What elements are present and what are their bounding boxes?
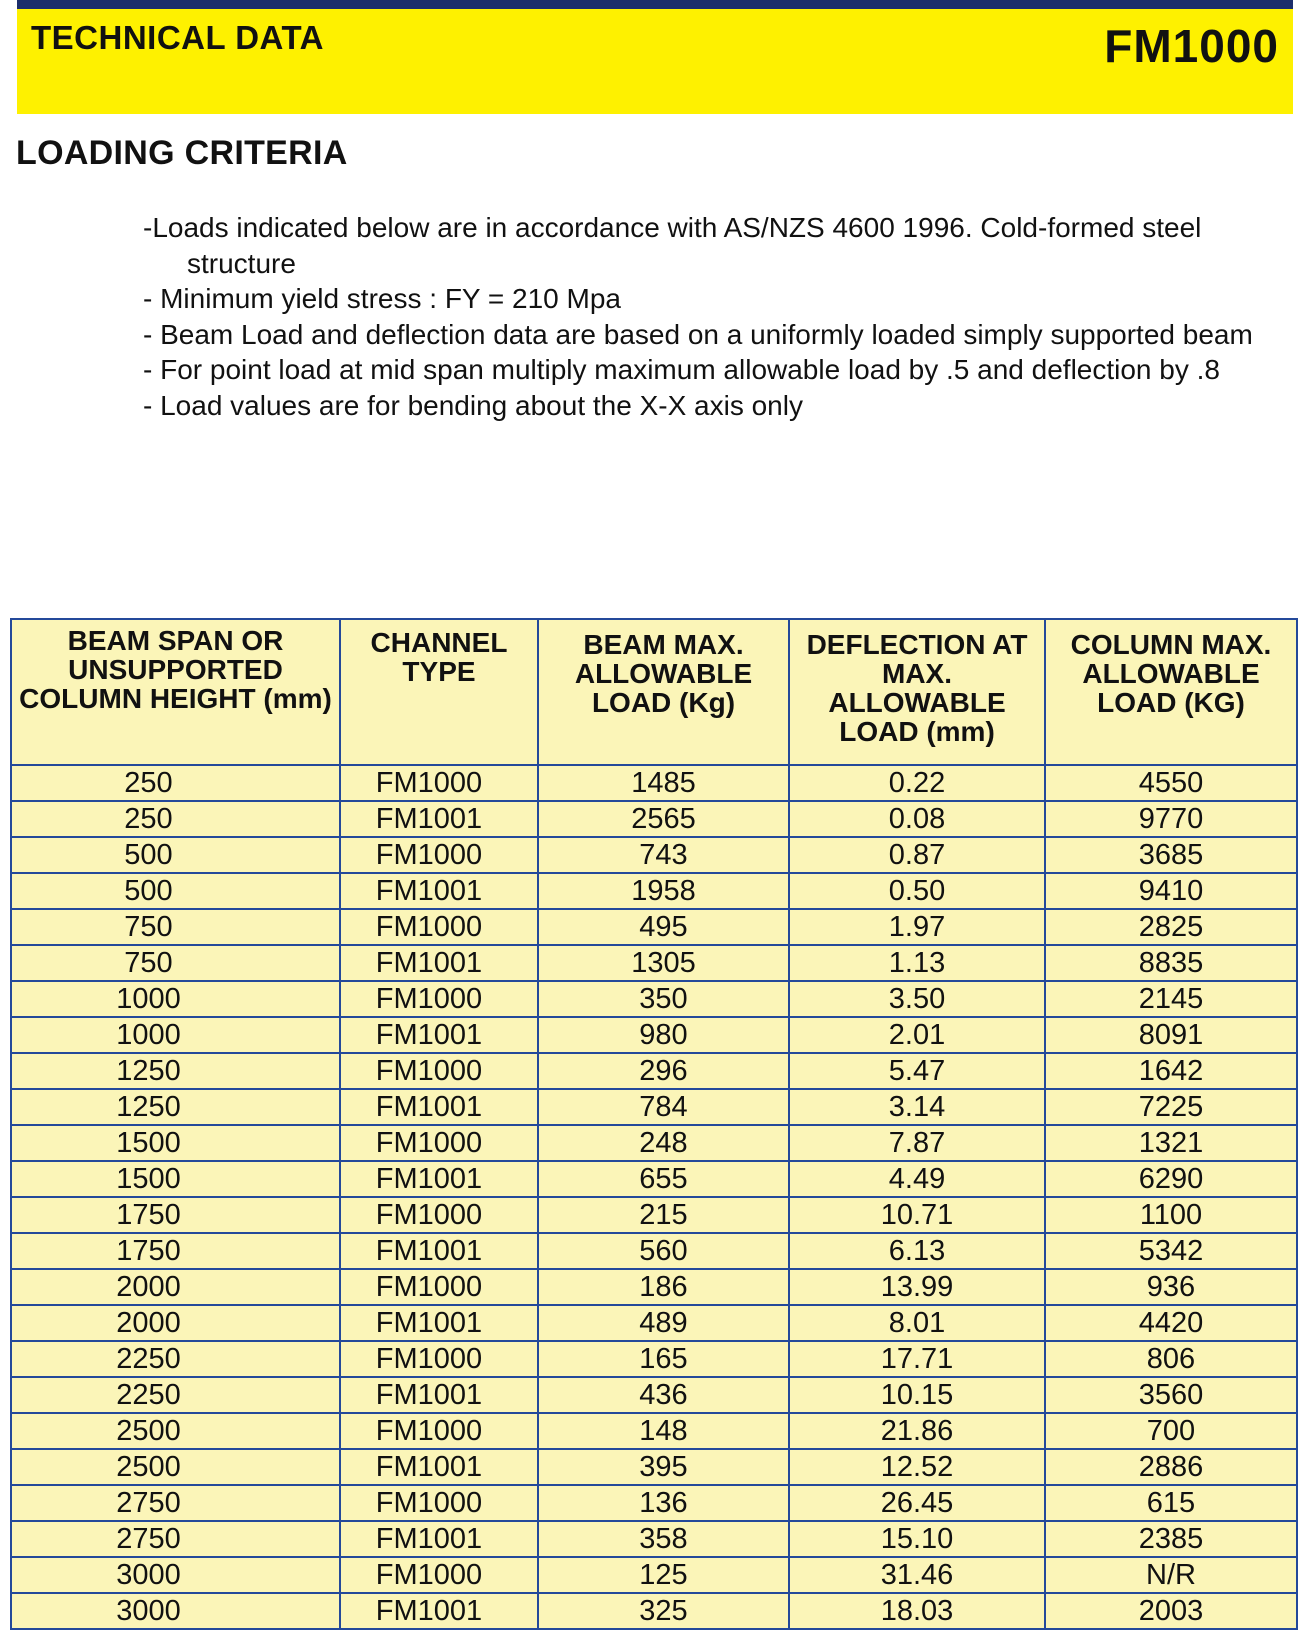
cell-deflection: 12.52: [789, 1449, 1045, 1485]
table-row: [12, 1557, 1296, 1593]
criteria-item: - Load values are for bending about the X-X axis only: [143, 389, 803, 421]
criteria-item: -Loads indicated below are in accordance with AS/NZS 4600 1996. Cold-formed steel structure: [143, 212, 1202, 279]
page-title: TECHNICAL DATA: [31, 19, 324, 56]
cell-span: 2000: [12, 1269, 340, 1305]
cell-deflection: 0.08: [789, 801, 1045, 837]
table-row: [12, 801, 1296, 837]
table-row: [12, 981, 1296, 1017]
cell-span: 250: [12, 765, 340, 801]
table-row: [12, 873, 1296, 909]
cell-span: 2500: [12, 1449, 340, 1485]
cell-column-load: 1642: [1045, 1053, 1296, 1089]
table-row: [12, 945, 1296, 981]
header-column-max-load: COLUMN MAX. ALLOWABLE LOAD (KG): [1045, 620, 1296, 765]
cell-beam-load: 495: [538, 909, 789, 945]
cell-beam-load: 743: [538, 837, 789, 873]
cell-channel-type: FM1001: [340, 1521, 538, 1557]
table-row: [12, 1413, 1296, 1449]
table-row: [12, 1593, 1296, 1628]
model-number: FM1000: [1104, 20, 1279, 72]
cell-beam-load: 560: [538, 1233, 789, 1269]
cell-span: 1500: [12, 1161, 340, 1197]
cell-column-load: 3560: [1045, 1377, 1296, 1413]
cell-beam-load: 325: [538, 1593, 789, 1628]
cell-beam-load: 136: [538, 1485, 789, 1521]
cell-beam-load: 436: [538, 1377, 789, 1413]
cell-channel-type: FM1000: [340, 981, 538, 1017]
table-row: [12, 909, 1296, 945]
criteria-item: - For point load at mid span multiply maximum allowable load by .5 and deflection by .8: [143, 354, 1220, 385]
cell-span: 1750: [12, 1233, 340, 1269]
cell-beam-load: 358: [538, 1521, 789, 1557]
cell-column-load: 2825: [1045, 909, 1296, 945]
cell-deflection: 7.87: [789, 1125, 1045, 1161]
cell-beam-load: 148: [538, 1413, 789, 1449]
cell-channel-type: FM1001: [340, 873, 538, 909]
cell-channel-type: FM1000: [340, 837, 538, 873]
cell-beam-load: 784: [538, 1089, 789, 1125]
criteria-item: - Minimum yield stress : FY = 210 Mpa: [143, 283, 621, 314]
header-channel-type: CHANNEL TYPE: [340, 620, 538, 765]
cell-column-load: 8835: [1045, 945, 1296, 981]
header-beam-max-load: BEAM MAX. ALLOWABLE LOAD (Kg): [538, 620, 789, 765]
cell-channel-type: FM1001: [340, 1017, 538, 1053]
cell-channel-type: FM1001: [340, 1305, 538, 1341]
cell-deflection: 0.22: [789, 765, 1045, 801]
cell-column-load: 1100: [1045, 1197, 1296, 1233]
cell-column-load: 2385: [1045, 1521, 1296, 1557]
cell-column-load: 700: [1045, 1413, 1296, 1449]
load-table: [12, 620, 1296, 1628]
section-heading: LOADING CRITERIA: [16, 134, 348, 172]
cell-span: 2250: [12, 1341, 340, 1377]
cell-column-load: N/R: [1045, 1557, 1296, 1593]
cell-column-load: 8091: [1045, 1017, 1296, 1053]
cell-channel-type: FM1001: [340, 801, 538, 837]
cell-channel-type: FM1001: [340, 1377, 538, 1413]
cell-column-load: 806: [1045, 1341, 1296, 1377]
cell-deflection: 10.15: [789, 1377, 1045, 1413]
cell-deflection: 31.46: [789, 1557, 1045, 1593]
cell-column-load: 9410: [1045, 873, 1296, 909]
table-header-row: [12, 620, 1296, 765]
cell-channel-type: FM1000: [340, 1485, 538, 1521]
cell-channel-type: FM1001: [340, 1233, 538, 1269]
header-beam-span: BEAM SPAN OR UNSUPPORTED COLUMN HEIGHT (mm): [12, 620, 340, 765]
cell-channel-type: FM1000: [340, 1413, 538, 1449]
cell-column-load: 6290: [1045, 1161, 1296, 1197]
table-row: [12, 1341, 1296, 1377]
cell-span: 1000: [12, 1017, 340, 1053]
cell-span: 1250: [12, 1089, 340, 1125]
table-row: [12, 1233, 1296, 1269]
cell-beam-load: 296: [538, 1053, 789, 1089]
table-row: [12, 1017, 1296, 1053]
cell-deflection: 4.49: [789, 1161, 1045, 1197]
cell-beam-load: 215: [538, 1197, 789, 1233]
cell-channel-type: FM1001: [340, 945, 538, 981]
cell-span: 500: [12, 837, 340, 873]
table-row: [12, 1053, 1296, 1089]
cell-span: 2000: [12, 1305, 340, 1341]
cell-column-load: 5342: [1045, 1233, 1296, 1269]
cell-span: 750: [12, 945, 340, 981]
cell-channel-type: FM1000: [340, 1341, 538, 1377]
cell-column-load: 7225: [1045, 1089, 1296, 1125]
cell-deflection: 15.10: [789, 1521, 1045, 1557]
cell-column-load: 2145: [1045, 981, 1296, 1017]
cell-beam-load: 395: [538, 1449, 789, 1485]
cell-beam-load: 1958: [538, 873, 789, 909]
cell-beam-load: 248: [538, 1125, 789, 1161]
cell-span: 1000: [12, 981, 340, 1017]
cell-span: 500: [12, 873, 340, 909]
cell-beam-load: 1305: [538, 945, 789, 981]
table-row: [12, 1485, 1296, 1521]
cell-beam-load: 1485: [538, 765, 789, 801]
cell-channel-type: FM1000: [340, 1053, 538, 1089]
table-row: [12, 1521, 1296, 1557]
header-banner: [17, 9, 1293, 114]
cell-channel-type: FM1000: [340, 1125, 538, 1161]
cell-deflection: 1.97: [789, 909, 1045, 945]
cell-deflection: 3.50: [789, 981, 1045, 1017]
cell-deflection: 17.71: [789, 1341, 1045, 1377]
cell-span: 2750: [12, 1485, 340, 1521]
cell-channel-type: FM1000: [340, 1557, 538, 1593]
cell-deflection: 2.01: [789, 1017, 1045, 1053]
table-row: [12, 1125, 1296, 1161]
load-table-container: [10, 618, 1298, 1630]
cell-column-load: 615: [1045, 1485, 1296, 1521]
cell-beam-load: 2565: [538, 801, 789, 837]
cell-column-load: 936: [1045, 1269, 1296, 1305]
cell-deflection: 10.71: [789, 1197, 1045, 1233]
cell-column-load: 9770: [1045, 801, 1296, 837]
cell-column-load: 2886: [1045, 1449, 1296, 1485]
cell-channel-type: FM1000: [340, 1269, 538, 1305]
cell-deflection: 0.50: [789, 873, 1045, 909]
cell-deflection: 3.14: [789, 1089, 1045, 1125]
table-row: [12, 1449, 1296, 1485]
cell-span: 750: [12, 909, 340, 945]
cell-channel-type: FM1000: [340, 1197, 538, 1233]
header-deflection: DEFLECTION AT MAX. ALLOWABLE LOAD (mm): [789, 620, 1045, 765]
cell-beam-load: 489: [538, 1305, 789, 1341]
cell-column-load: 4550: [1045, 765, 1296, 801]
cell-beam-load: 165: [538, 1341, 789, 1377]
cell-column-load: 1321: [1045, 1125, 1296, 1161]
top-rule: [17, 0, 1293, 9]
cell-span: 250: [12, 801, 340, 837]
cell-span: 2500: [12, 1413, 340, 1449]
table-row: [12, 1197, 1296, 1233]
table-row: [12, 837, 1296, 873]
cell-span: 3000: [12, 1593, 340, 1628]
cell-span: 1250: [12, 1053, 340, 1089]
cell-column-load: 4420: [1045, 1305, 1296, 1341]
cell-channel-type: FM1001: [340, 1089, 538, 1125]
cell-span: 3000: [12, 1557, 340, 1593]
cell-deflection: 8.01: [789, 1305, 1045, 1341]
cell-deflection: 0.87: [789, 837, 1045, 873]
table-row: [12, 1269, 1296, 1305]
cell-span: 2250: [12, 1377, 340, 1413]
cell-beam-load: 350: [538, 981, 789, 1017]
criteria-list: [143, 210, 1283, 423]
cell-span: 1750: [12, 1197, 340, 1233]
cell-deflection: 26.45: [789, 1485, 1045, 1521]
cell-deflection: 18.03: [789, 1593, 1045, 1628]
cell-channel-type: FM1000: [340, 765, 538, 801]
cell-column-load: 3685: [1045, 837, 1296, 873]
cell-channel-type: FM1000: [340, 909, 538, 945]
table-row: [12, 1305, 1296, 1341]
cell-beam-load: 125: [538, 1557, 789, 1593]
cell-beam-load: 655: [538, 1161, 789, 1197]
criteria-item: - Beam Load and deflection data are based on a uniformly loaded simply supported beam: [143, 318, 1253, 350]
table-row: [12, 765, 1296, 801]
cell-span: 1500: [12, 1125, 340, 1161]
cell-deflection: 1.13: [789, 945, 1045, 981]
cell-channel-type: FM1001: [340, 1449, 538, 1485]
table-row: [12, 1089, 1296, 1125]
cell-channel-type: FM1001: [340, 1161, 538, 1197]
table-body: [12, 765, 1296, 1628]
cell-deflection: 5.47: [789, 1053, 1045, 1089]
cell-column-load: 2003: [1045, 1593, 1296, 1628]
table-row: [12, 1161, 1296, 1197]
table-row: [12, 1377, 1296, 1413]
cell-span: 2750: [12, 1521, 340, 1557]
cell-beam-load: 186: [538, 1269, 789, 1305]
cell-deflection: 21.86: [789, 1413, 1045, 1449]
cell-deflection: 6.13: [789, 1233, 1045, 1269]
cell-beam-load: 980: [538, 1017, 789, 1053]
cell-deflection: 13.99: [789, 1269, 1045, 1305]
cell-channel-type: FM1001: [340, 1593, 538, 1628]
